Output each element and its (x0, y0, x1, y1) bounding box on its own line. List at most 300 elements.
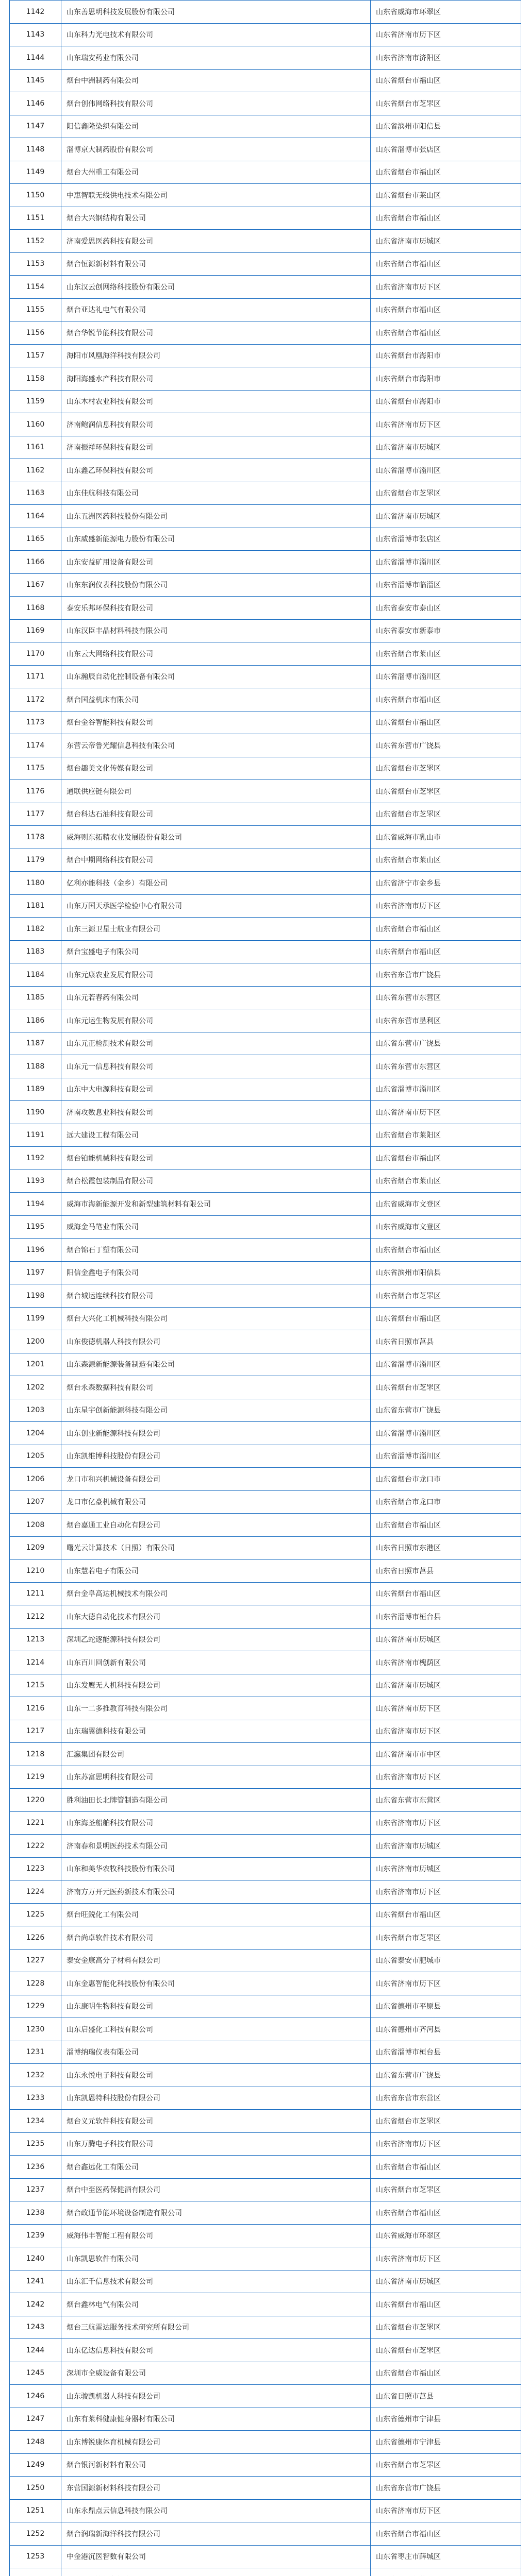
company-name-cell: 烟台国益机床有限公司 (61, 688, 371, 711)
company-name-cell: 烟台银河新材料有限公司 (61, 2453, 371, 2477)
table-row (10, 2453, 521, 2477)
row-number-cell: 1202 (10, 1376, 61, 1399)
company-name-cell: 山东永鼎点云信息科技有限公司 (61, 2499, 371, 2522)
region-cell: 山东省日照市莒县 (371, 1330, 521, 1353)
region-cell: 山东省德州市宁津县 (371, 2408, 521, 2431)
region-cell: 山东省德州市齐河县 (371, 2018, 521, 2041)
row-number-cell: 1223 (10, 1857, 61, 1880)
region-cell: 山东省烟台市海阳市 (371, 390, 521, 413)
table-row (10, 92, 521, 115)
table-row (10, 986, 521, 1009)
table-row (10, 2132, 521, 2156)
table-row (10, 1743, 521, 1766)
row-number-cell: 1193 (10, 1170, 61, 1193)
company-name-cell: 山东创业新能源科技有限公司 (61, 1422, 371, 1445)
row-number-cell: 1205 (10, 1445, 61, 1468)
row-number-cell: 1149 (10, 161, 61, 184)
row-number-cell: 1178 (10, 826, 61, 849)
region-cell: 山东省济南市历下区 (371, 1972, 521, 1995)
company-name-cell: 山东凯恩特科技股份有限公司 (61, 2087, 371, 2110)
region-cell: 山东省淄博市淄川区 (371, 1422, 521, 1445)
row-number-cell: 1250 (10, 2477, 61, 2500)
region-cell: 山东省淄博市淄川区 (371, 1353, 521, 1376)
row-number-cell: 1229 (10, 1995, 61, 2018)
row-number-cell: 1197 (10, 1261, 61, 1284)
row-number-cell: 1213 (10, 1628, 61, 1651)
company-name-cell: 烟台创伟网络科技有限公司 (61, 92, 371, 115)
company-name-cell: 东营国源新材料科技有限公司 (61, 2477, 371, 2500)
region-cell: 山东省烟台市福山区 (371, 1514, 521, 1537)
table-row (10, 2568, 521, 2576)
company-name-cell: 山东汇千信息技术有限公司 (61, 2270, 371, 2293)
table-row (10, 390, 521, 413)
region-cell: 山东省烟台市福山区 (371, 207, 521, 230)
region-cell: 山东省烟台市福山区 (371, 1307, 521, 1330)
table-row (10, 2339, 521, 2362)
company-name-cell: 山东凯维博科技股份有限公司 (61, 1445, 371, 1468)
company-name-cell: 烟台义元软件科技有限公司 (61, 2110, 371, 2133)
table-row (10, 161, 521, 184)
table-row (10, 1170, 521, 1193)
row-number-cell: 1158 (10, 367, 61, 391)
table-row (10, 276, 521, 299)
company-name-cell: 阳信鑫隆染织有限公司 (61, 115, 371, 138)
company-name-cell: 山东一二多推教育科技有限公司 (61, 1697, 371, 1720)
company-name-cell: 山东中大电源科技有限公司 (61, 1078, 371, 1101)
table-row (10, 1239, 521, 1262)
company-name-cell: 山东安益矿用设备有限公司 (61, 551, 371, 574)
row-number-cell (10, 2568, 61, 2576)
company-name-cell: 烟台中至医药保健酒有限公司 (61, 2178, 371, 2201)
region-cell: 山东省济南市历下区 (371, 1811, 521, 1835)
region-cell: 山东省枣庄市薛城区 (371, 2545, 521, 2568)
table-row (10, 1353, 521, 1376)
row-number-cell: 1198 (10, 1284, 61, 1308)
company-name-cell: 山东骏凯机器人科技有限公司 (61, 2385, 371, 2408)
table-row (10, 826, 521, 849)
row-number-cell: 1179 (10, 849, 61, 872)
row-number-cell: 1245 (10, 2362, 61, 2385)
table-row (10, 528, 521, 551)
region-cell: 山东省烟台市福山区 (371, 918, 521, 941)
region-cell: 山东省烟台市芝罘区 (371, 92, 521, 115)
company-name-cell: 山东和美华农牧科技股份有限公司 (61, 1857, 371, 1880)
table-row (10, 1193, 521, 1216)
region-cell: 山东省烟台市福山区 (371, 2156, 521, 2179)
table-row (10, 665, 521, 688)
row-number-cell: 1196 (10, 1239, 61, 1262)
region-cell: 山东省淄博市桓台县 (371, 1605, 521, 1629)
region-cell: 山东省淄博市桓台县 (371, 2041, 521, 2064)
row-number-cell: 1143 (10, 23, 61, 46)
region-cell: 山东省威海市环翠区 (371, 2224, 521, 2247)
row-number-cell: 1209 (10, 1536, 61, 1560)
table-row (10, 688, 521, 711)
row-number-cell: 1184 (10, 963, 61, 987)
company-name-cell: 烟台趣美文化传媒有限公司 (61, 757, 371, 780)
row-number-cell: 1227 (10, 1949, 61, 1972)
company-name-cell: 山东万国天承医学检验中心有限公司 (61, 894, 371, 918)
table-row (10, 918, 521, 941)
region-cell: 山东省烟台市福山区 (371, 1903, 521, 1926)
table-row (10, 2293, 521, 2316)
row-number-cell: 1154 (10, 276, 61, 299)
table-row (10, 1215, 521, 1239)
row-number-cell: 1243 (10, 2316, 61, 2339)
row-number-cell: 1182 (10, 918, 61, 941)
company-name-cell: 烟台鑫林电气有限公司 (61, 2293, 371, 2316)
table-row (10, 2522, 521, 2546)
region-cell: 山东省东营市广饶县 (371, 1399, 521, 1422)
row-number-cell: 1236 (10, 2156, 61, 2179)
table-row (10, 1972, 521, 1995)
region-cell: 山东省东营市东营区 (371, 1789, 521, 1812)
company-name-cell: 泰安乐邦环保科技有限公司 (61, 597, 371, 620)
table-row (10, 1903, 521, 1926)
row-number-cell: 1221 (10, 1811, 61, 1835)
company-name-cell: 中金港沉医智数有限公司 (61, 2545, 371, 2568)
region-cell: 山东省德州市宁津县 (371, 2431, 521, 2454)
region-cell: 山东省济南市济阳区 (371, 46, 521, 70)
table-row (10, 1605, 521, 1629)
company-name-cell: 山东元若春药有限公司 (61, 986, 371, 1009)
table-row (10, 1124, 521, 1147)
row-number-cell: 1190 (10, 1101, 61, 1124)
row-number-cell: 1145 (10, 69, 61, 92)
region-cell: 山东省泰安市肥城市 (371, 1949, 521, 1972)
region-cell: 山东省淄博市张店区 (371, 138, 521, 161)
region-cell: 山东省烟台市芝罘区 (371, 757, 521, 780)
table-row (10, 1949, 521, 1972)
row-number-cell: 1247 (10, 2408, 61, 2431)
row-number-cell: 1212 (10, 1605, 61, 1629)
region-cell: 山东省济南市历下区 (371, 894, 521, 918)
table-row (10, 1880, 521, 1904)
row-number-cell: 1185 (10, 986, 61, 1009)
company-name-cell: 山东善思明科技发展股份有限公司 (61, 1, 371, 24)
company-name-cell: 烟台华锐节能科技有限公司 (61, 321, 371, 345)
table-row (10, 2178, 521, 2201)
company-name-cell: 山东瑞安药业有限公司 (61, 46, 371, 70)
company-name-cell: 山东万腾电子科技有限公司 (61, 2132, 371, 2156)
region-cell: 山东省烟台市福山区 (371, 2362, 521, 2385)
region-cell: 山东省威海市文登区 (371, 1215, 521, 1239)
company-table (9, 0, 521, 2576)
region-cell: 山东省滨州市阳信县 (371, 115, 521, 138)
region-cell: 山东省淄博市淄川区 (371, 665, 521, 688)
company-name-cell: 山东有莱科健康健身器材有限公司 (61, 2408, 371, 2431)
company-name-cell: 威海市海新能源开发和新型建筑材料有限公司 (61, 1193, 371, 1216)
row-number-cell: 1180 (10, 872, 61, 895)
row-number-cell: 1165 (10, 528, 61, 551)
region-cell: 山东省烟台市福山区 (371, 688, 521, 711)
row-number-cell: 1228 (10, 1972, 61, 1995)
region-cell: 山东省烟台市福山区 (371, 2201, 521, 2225)
row-number-cell: 1186 (10, 1009, 61, 1032)
table-row (10, 1766, 521, 1789)
company-name-cell: 山东佳航科技有限公司 (61, 482, 371, 505)
company-name-cell: 山东苏富思明科技有限公司 (61, 1766, 371, 1789)
table-row (10, 2545, 521, 2568)
table-row (10, 849, 521, 872)
region-cell: 山东省泰安市泰山区 (371, 597, 521, 620)
region-cell: 山东省烟台市福山区 (371, 298, 521, 321)
company-name-cell: 深圳乙蛇逐能源科技有限公司 (61, 1628, 371, 1651)
region-cell: 山东省烟台市福山区 (371, 711, 521, 734)
row-number-cell: 1171 (10, 665, 61, 688)
region-cell: 山东省烟台市海阳市 (371, 344, 521, 367)
table-row (10, 23, 521, 46)
row-number-cell: 1211 (10, 1582, 61, 1605)
company-name-cell: 山东鑫乙环保科技有限公司 (61, 459, 371, 482)
table-row (10, 2018, 521, 2041)
row-number-cell: 1192 (10, 1147, 61, 1170)
table-row (10, 1995, 521, 2018)
company-name-cell: 山东汉臣丰晶材料科技有限公司 (61, 619, 371, 642)
row-number-cell: 1207 (10, 1490, 61, 1514)
row-number-cell: 1215 (10, 1674, 61, 1697)
row-number-cell: 1189 (10, 1078, 61, 1101)
region-cell: 山东省烟台市莱阳区 (371, 1124, 521, 1147)
row-number-cell: 1183 (10, 940, 61, 963)
region-cell: 山东省东营市东营区 (371, 1055, 521, 1078)
row-number-cell: 1225 (10, 1903, 61, 1926)
row-number-cell: 1162 (10, 459, 61, 482)
row-number-cell: 1170 (10, 642, 61, 666)
row-number-cell: 1252 (10, 2522, 61, 2546)
row-number-cell: 1200 (10, 1330, 61, 1353)
row-number-cell: 1167 (10, 573, 61, 597)
row-number-cell: 1153 (10, 252, 61, 276)
row-number-cell: 1164 (10, 505, 61, 528)
region-cell: 山东省烟台市福山区 (371, 940, 521, 963)
company-name-cell: 山东百川回创新有限公司 (61, 1651, 371, 1674)
table-row (10, 1857, 521, 1880)
table-row (10, 505, 521, 528)
table-row (10, 2408, 521, 2431)
table-row (10, 321, 521, 345)
row-number-cell: 1244 (10, 2339, 61, 2362)
region-cell: 山东省烟台市芝罘区 (371, 2110, 521, 2133)
region-cell: 山东省烟台市芝罘区 (371, 1376, 521, 1399)
table-row (10, 1055, 521, 1078)
row-number-cell: 1174 (10, 734, 61, 757)
region-cell: 山东省烟台市福山区 (371, 69, 521, 92)
table-row (10, 1009, 521, 1032)
company-name-cell: 山东汉云创网络科技股份有限公司 (61, 276, 371, 299)
row-number-cell: 1156 (10, 321, 61, 345)
company-name-cell: 淄博纳瑞仪表有限公司 (61, 2041, 371, 2064)
table-row (10, 1490, 521, 1514)
row-number-cell: 1234 (10, 2110, 61, 2133)
row-number-cell: 1230 (10, 2018, 61, 2041)
region-cell: 山东省烟台市龙口市 (371, 1468, 521, 1491)
row-number-cell: 1163 (10, 482, 61, 505)
company-name-cell: 海阳海盛水产科技有限公司 (61, 367, 371, 391)
region-cell: 山东省烟台市芝罘区 (371, 803, 521, 826)
row-number-cell: 1232 (10, 2064, 61, 2087)
company-name-cell: 烟台铂能机械科技有限公司 (61, 1147, 371, 1170)
region-cell: 山东省德州市平原县 (371, 1995, 521, 2018)
region-cell: 山东省淄博市临淄区 (371, 573, 521, 597)
row-number-cell: 1181 (10, 894, 61, 918)
company-name-cell: 烟台润瑞新海洋科技有限公司 (61, 2522, 371, 2546)
row-number-cell: 1217 (10, 1720, 61, 1743)
table-row (10, 1307, 521, 1330)
row-number-cell: 1169 (10, 619, 61, 642)
table-row (10, 115, 521, 138)
region-cell: 山东省东营市东营区 (371, 2087, 521, 2110)
region-cell: 山东省东营市垦利区 (371, 1009, 521, 1032)
row-number-cell: 1249 (10, 2453, 61, 2477)
table-row (10, 1284, 521, 1308)
region-cell: 山东省烟台市龙口市 (371, 1490, 521, 1514)
row-number-cell: 1218 (10, 1743, 61, 1766)
row-number-cell: 1219 (10, 1766, 61, 1789)
region-cell: 山东省济南市历下区 (371, 1766, 521, 1789)
table-row (10, 1422, 521, 1445)
table-row (10, 1468, 521, 1491)
company-name-cell: 烟台嘉通工业自动化有限公司 (61, 1514, 371, 1537)
table-row (10, 1514, 521, 1537)
company-name-cell: 山东永悦电子科技有限公司 (61, 2064, 371, 2087)
table-row (10, 2201, 521, 2225)
row-number-cell: 1226 (10, 1926, 61, 1950)
row-number-cell: 1246 (10, 2385, 61, 2408)
region-cell: 山东省济南市历下区 (371, 1880, 521, 1904)
table-row (10, 1261, 521, 1284)
company-name-cell: 烟台尚卓软件技术有限公司 (61, 1926, 371, 1950)
company-name-cell: 烟台鑫远化工有限公司 (61, 2156, 371, 2179)
region-cell: 山东省烟台市福山区 (371, 161, 521, 184)
region-cell: 山东省济南市历城区 (371, 1628, 521, 1651)
company-name-cell: 烟台科达石油科技有限公司 (61, 803, 371, 826)
row-number-cell: 1172 (10, 688, 61, 711)
row-number-cell: 1206 (10, 1468, 61, 1491)
region-cell: 山东省烟台市福山区 (371, 1582, 521, 1605)
table-row (10, 757, 521, 780)
table-row (10, 2316, 521, 2339)
company-name-cell (61, 2568, 371, 2576)
region-cell: 山东省烟台市福山区 (371, 2522, 521, 2546)
region-cell: 山东省烟台市莱山区 (371, 849, 521, 872)
table-row (10, 2087, 521, 2110)
table-row (10, 1628, 521, 1651)
company-name-cell: 山东瀚辰自动化控制设备有限公司 (61, 665, 371, 688)
company-name-cell: 山东元运生物发展有限公司 (61, 1009, 371, 1032)
table-row (10, 2385, 521, 2408)
region-cell: 山东省济南市历城区 (371, 1835, 521, 1858)
region-cell: 山东省济南市历下区 (371, 23, 521, 46)
company-name-cell: 山东博锐康体育机械有限公司 (61, 2431, 371, 2454)
table-row (10, 2499, 521, 2522)
region-cell: 山东省东营市广饶县 (371, 1032, 521, 1055)
row-number-cell: 1144 (10, 46, 61, 70)
table-row (10, 69, 521, 92)
row-number-cell: 1214 (10, 1651, 61, 1674)
region-cell: 山东省东营市广饶县 (371, 2477, 521, 2500)
row-number-cell: 1191 (10, 1124, 61, 1147)
table-row (10, 894, 521, 918)
company-table-body (10, 1, 521, 2576)
company-name-cell: 淄博京大制药股份有限公司 (61, 138, 371, 161)
region-cell: 山东省济南市历下区 (371, 2132, 521, 2156)
company-name-cell: 山东瑞翼德科技有限公司 (61, 1720, 371, 1743)
row-number-cell: 1151 (10, 207, 61, 230)
table-row (10, 413, 521, 436)
company-name-cell: 济南爱思医药科技有限公司 (61, 230, 371, 253)
table-row (10, 1811, 521, 1835)
company-name-cell: 威海则东拓精农业发展股份有限公司 (61, 826, 371, 849)
table-row (10, 252, 521, 276)
company-name-cell: 烟台旺鋭化工有限公司 (61, 1903, 371, 1926)
row-number-cell: 1201 (10, 1353, 61, 1376)
region-cell: 山东省济南市历城区 (371, 1674, 521, 1697)
region-cell: 山东省日照市东港区 (371, 1536, 521, 1560)
region-cell: 山东省烟台市芝罘区 (371, 1926, 521, 1950)
company-name-cell: 山东大德自动化技术有限公司 (61, 1605, 371, 1629)
table-row (10, 1697, 521, 1720)
region-cell: 山东省烟台市福山区 (371, 321, 521, 345)
region-cell: 山东省济南市历下区 (371, 276, 521, 299)
table-row (10, 367, 521, 391)
company-name-cell: 烟台松霞包装制品有限公司 (61, 1170, 371, 1193)
region-cell: 山东省烟台市福山区 (371, 2293, 521, 2316)
row-number-cell: 1150 (10, 184, 61, 207)
table-row (10, 1720, 521, 1743)
company-name-cell: 烟台大兴化工机械科技有限公司 (61, 1307, 371, 1330)
company-name-cell: 海阳市风凰海洋科技有限公司 (61, 344, 371, 367)
row-number-cell: 1216 (10, 1697, 61, 1720)
row-number-cell: 1220 (10, 1789, 61, 1812)
company-name-cell: 通联供应链有限公司 (61, 780, 371, 803)
region-cell: 山东省济南市历下区 (371, 413, 521, 436)
table-row (10, 734, 521, 757)
company-name-cell: 山东星宇创新能源科技有限公司 (61, 1399, 371, 1422)
table-row (10, 1926, 521, 1950)
region-cell: 山东省烟台市芝罘区 (371, 1284, 521, 1308)
company-name-cell: 烟台大兴钢结构有限公司 (61, 207, 371, 230)
region-cell: 山东省烟台市福山区 (371, 1147, 521, 1170)
region-cell: 山东省东营市广饶县 (371, 963, 521, 987)
company-name-cell: 山东三源卫星士航业有限公司 (61, 918, 371, 941)
row-number-cell: 1253 (10, 2545, 61, 2568)
row-number-cell: 1187 (10, 1032, 61, 1055)
company-name-cell: 泰安金康高分子材料有限公司 (61, 1949, 371, 1972)
company-name-cell: 山东云大网络科技有限公司 (61, 642, 371, 666)
region-cell: 山东省东营市广饶县 (371, 734, 521, 757)
row-number-cell: 1203 (10, 1399, 61, 1422)
row-number-cell: 1160 (10, 413, 61, 436)
company-name-cell: 烟台亚达礼电气有限公司 (61, 298, 371, 321)
company-name-cell: 济南攻数息业科技有限公司 (61, 1101, 371, 1124)
company-name-cell: 山东森源新能源装备制造有限公司 (61, 1353, 371, 1376)
region-cell: 山东省济南市历下区 (371, 2499, 521, 2522)
company-name-cell: 烟台宝盛电子有限公司 (61, 940, 371, 963)
row-number-cell: 1251 (10, 2499, 61, 2522)
region-cell: 山东省烟台市莱山区 (371, 1170, 521, 1193)
table-row (10, 1, 521, 24)
row-number-cell: 1222 (10, 1835, 61, 1858)
table-row (10, 207, 521, 230)
region-cell: 山东省济南市历城区 (371, 505, 521, 528)
company-name-cell: 亿利亦能科技（金乡）有限公司 (61, 872, 371, 895)
company-name-cell: 山东木村农业科技有限公司 (61, 390, 371, 413)
company-name-cell: 烟台金谷智能科技有限公司 (61, 711, 371, 734)
region-cell: 山东省东营市广饶县 (371, 2064, 521, 2087)
table-row (10, 2362, 521, 2385)
region-cell: 山东省日照市莒县 (371, 1560, 521, 1583)
